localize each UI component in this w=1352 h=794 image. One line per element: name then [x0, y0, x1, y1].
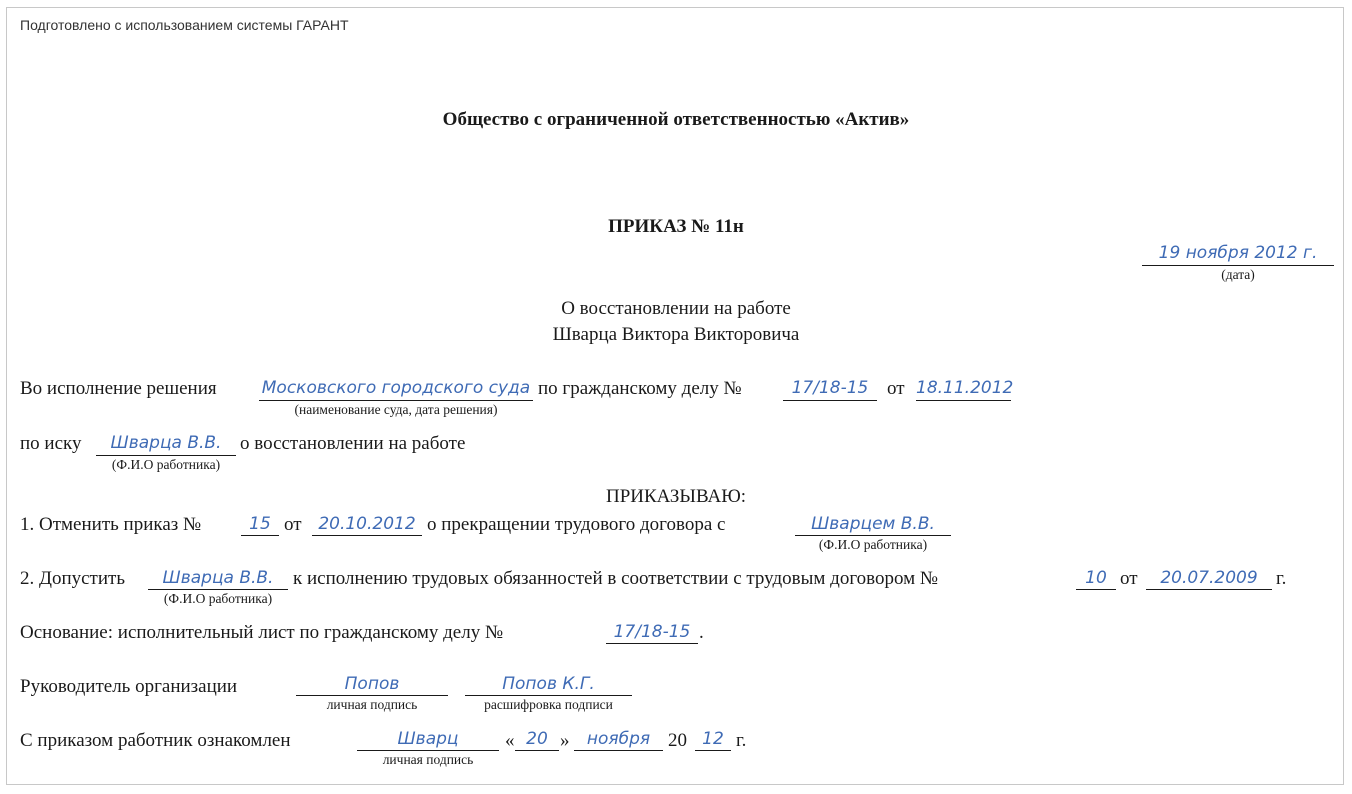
item1-order-number-value: 15 [249, 514, 271, 534]
item2-from-label: от [1120, 568, 1138, 589]
item1-order-number-line [241, 535, 279, 536]
header-note: Подготовлено с использованием системы ГАРАНТ [20, 17, 349, 33]
acknowledged-label: С приказом работник ознакомлен [20, 730, 291, 751]
director-signature-value: Попов [344, 674, 400, 694]
ack-year-line [695, 750, 731, 751]
basis-suffix: . [699, 622, 704, 643]
quote-close: » [560, 730, 570, 751]
quote-open: « [505, 730, 515, 751]
item2-name-value: Шварца В.В. [162, 568, 274, 588]
employee-signature-line [357, 750, 499, 751]
decision-from-label: от [887, 378, 905, 399]
organization-name: Общество с ограниченной ответственностью «Актив» [442, 109, 910, 130]
claim-name-value: Шварца В.В. [110, 433, 222, 453]
subject-line-2: Шварца Виктора Викторовича [552, 324, 800, 345]
ack-month-line [574, 750, 663, 751]
item2-prefix: 2. Допустить [20, 568, 126, 589]
order-date-value: 19 ноября 2012 г. [1158, 243, 1318, 263]
item2-contract-number-line [1076, 589, 1116, 590]
item1-prefix: 1. Отменить приказ № [20, 514, 202, 535]
ack-year-prefix: 20 [668, 730, 687, 751]
claim-prefix: по иску [20, 433, 82, 454]
court-name-caption: (наименование суда, дата решения) [294, 402, 498, 417]
court-name-value: Московского городского суда [261, 378, 531, 398]
item1-name-line [795, 535, 951, 536]
ack-month-value: ноября [586, 729, 651, 749]
decision-prefix: Во исполнение решения [20, 378, 217, 399]
ack-day-value: 20 [526, 729, 548, 749]
basis-case-number-line [606, 643, 698, 644]
item2-contract-number-value: 10 [1085, 568, 1107, 588]
director-decoding-caption: расшифровка подписи [484, 697, 613, 712]
case-number-line [783, 400, 877, 401]
item1-name-caption: (Ф.И.О работника) [818, 537, 928, 552]
ack-suffix: г. [736, 730, 747, 751]
basis-case-number-value: 17/18-15 [613, 622, 691, 642]
item1-date-line [312, 535, 422, 536]
case-label: по гражданскому делу № [538, 378, 742, 399]
claim-name-line [96, 455, 236, 456]
ack-day-line [515, 750, 559, 751]
case-number-value: 17/18-15 [791, 378, 869, 398]
item1-middle: о прекращении трудового договора с [427, 514, 726, 535]
item2-name-caption: (Ф.И.О работника) [163, 591, 273, 606]
employee-signature-caption: личная подпись [382, 752, 474, 767]
director-label: Руководитель организации [20, 676, 238, 697]
subject-line-1: О восстановлении на работе [561, 298, 791, 319]
order-title: ПРИКАЗ № 11н [608, 216, 744, 237]
item2-date-value: 20.07.2009 [1160, 568, 1258, 588]
court-name-line [259, 400, 533, 401]
ack-year-value: 12 [702, 729, 724, 749]
director-signature-line [296, 695, 448, 696]
item2-name-line [148, 589, 288, 590]
claim-name-caption: (Ф.И.О работника) [111, 457, 221, 472]
item1-date-value: 20.10.2012 [318, 514, 416, 534]
item2-suffix: г. [1276, 568, 1287, 589]
order-date-caption: (дата) [1221, 267, 1255, 282]
employee-signature-value: Шварц [397, 729, 459, 749]
claim-suffix: о восстановлении на работе [240, 433, 466, 454]
item2-date-line [1146, 589, 1272, 590]
decision-date-line [916, 400, 1011, 401]
director-signature-caption: личная подпись [326, 697, 418, 712]
director-decoding-value: Попов К.Г. [502, 674, 595, 694]
order-word: ПРИКАЗЫВАЮ: [605, 486, 747, 507]
item1-from-label: от [284, 514, 302, 535]
item1-name-value: Шварцем В.В. [811, 514, 935, 534]
item2-middle: к исполнению трудовых обязанностей в соответствии с трудовым договором № [293, 568, 939, 589]
director-decoding-line [465, 695, 632, 696]
decision-date-value: 18.11.2012 [916, 378, 1014, 398]
basis-prefix: Основание: исполнительный лист по гражданскому делу № [20, 622, 504, 643]
order-date-line [1142, 265, 1334, 266]
